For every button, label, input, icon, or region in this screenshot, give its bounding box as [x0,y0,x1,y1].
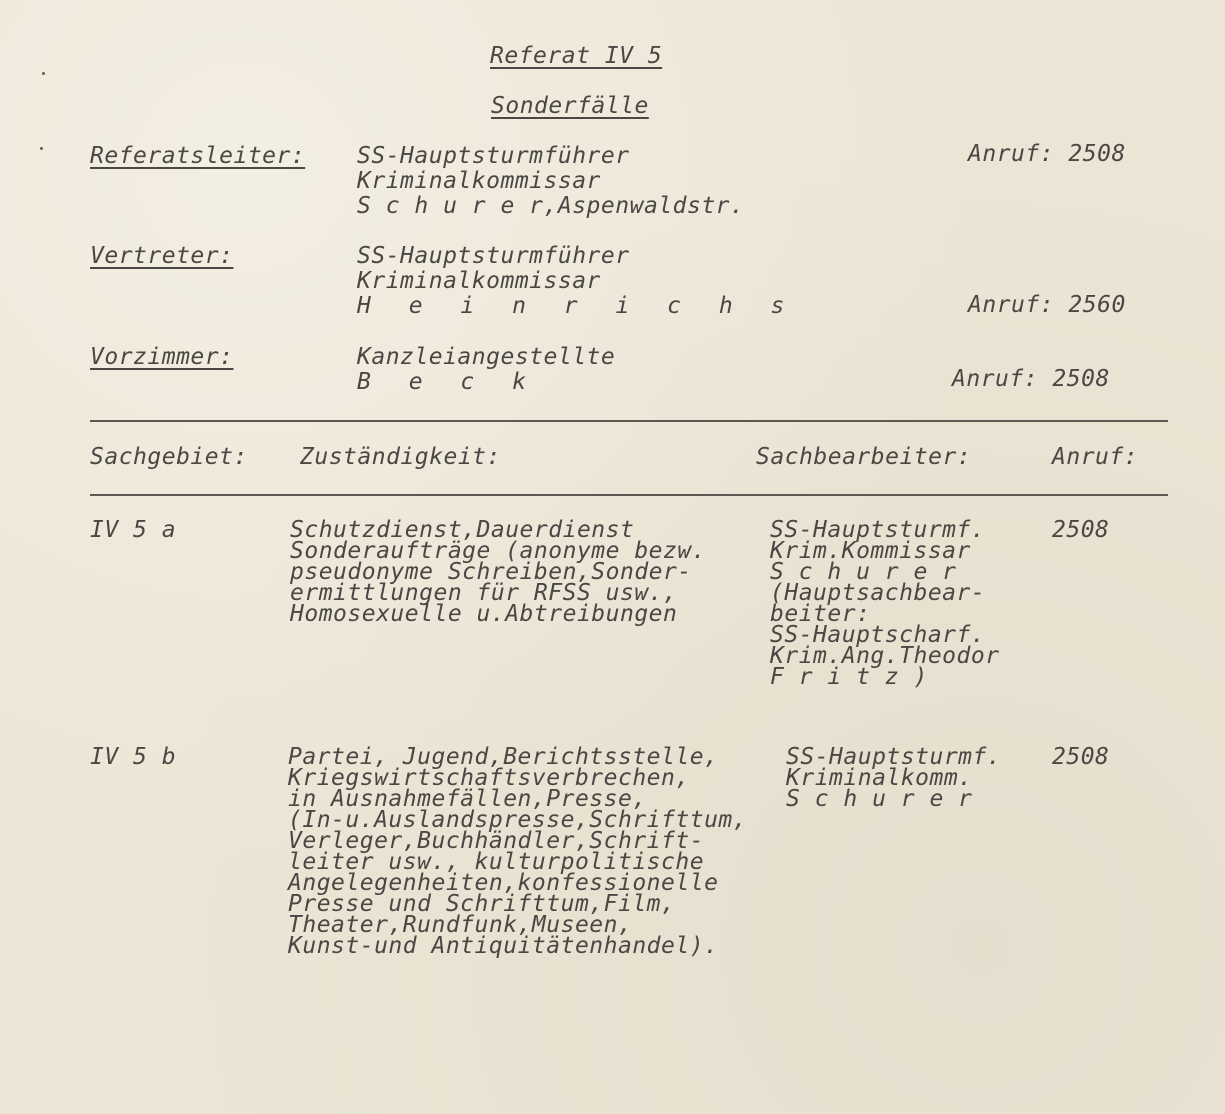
referatsleiter-label: Referatsleiter: [90,143,306,169]
vertreter-name: H e i n r i c h s [357,293,797,319]
row-zustaendigkeit: Schutzdienst,Dauerdienst Sonderaufträge (anonyme bezw. pseudonyme Schreiben,Sonder- ermittlungen für RFSS usw., Homosexuelle u.Abtreibungen [290,517,707,627]
vertreter-label: Vertreter: [90,243,234,269]
row-sachbearbeiter: SS-Hauptsturmf. Krim.Kommissar S c h u r e r (Hauptsachbear- beiter: SS-Hauptscharf. Krim.Ang.Theodor F r i t z ) [770,517,1000,690]
referatsleiter-anruf: Anruf: 2508 [968,141,1126,167]
page-subtitle: Sonderfälle [491,93,649,119]
paper-speck [40,147,43,150]
column-header-anruf: Anruf: [1052,444,1139,470]
row-anruf: 2508 [1052,517,1110,543]
vertreter-rank: SS-Hauptsturmführer [357,243,630,269]
row-sachgebiet: IV 5 b [90,744,177,770]
row-zustaendigkeit: Partei, Jugend,Berichtsstelle, Kriegswirtschaftsverbrechen, in Ausnahmefällen,Presse, (In-u.Auslandspresse,Schrifttum, Verleger,Buchhändler,Schrift- leiter usw., kulturpolitische Angelegenheiten,konfessionelle Presse und Schrifttum,Film, Theater,Rundfunk,Museen, Kunst-und Antiquitätenhandel). [288,744,748,959]
table-header-rule [90,494,1168,496]
vertreter-anruf: Anruf: 2560 [968,292,1126,318]
referatsleiter-rank: SS-Hauptsturmführer [357,143,630,169]
referatsleiter-title: Kriminalkommissar [357,168,601,194]
page-title: Referat IV 5 [490,43,663,69]
paper-speck [42,72,45,75]
column-header-sachbearbeiter: Sachbearbeiter: [756,444,972,470]
vorzimmer-name: B e c k [357,369,538,395]
vorzimmer-label: Vorzimmer: [90,344,234,370]
vorzimmer-title: Kanzleiangestellte [357,344,616,370]
vertreter-title: Kriminalkommissar [357,268,601,294]
referatsleiter-name: S c h u r e r,Aspenwaldstr. [357,193,745,219]
column-header-sachgebiet: Sachgebiet: [90,444,248,470]
row-anruf: 2508 [1052,744,1110,770]
table-top-rule [90,420,1168,422]
row-sachbearbeiter: SS-Hauptsturmf. Kriminalkomm. S c h u r e r [786,744,1002,812]
column-header-zustaendigkeit: Zuständigkeit: [300,444,501,470]
vorzimmer-anruf: Anruf: 2508 [952,366,1110,392]
row-sachgebiet: IV 5 a [90,517,177,543]
